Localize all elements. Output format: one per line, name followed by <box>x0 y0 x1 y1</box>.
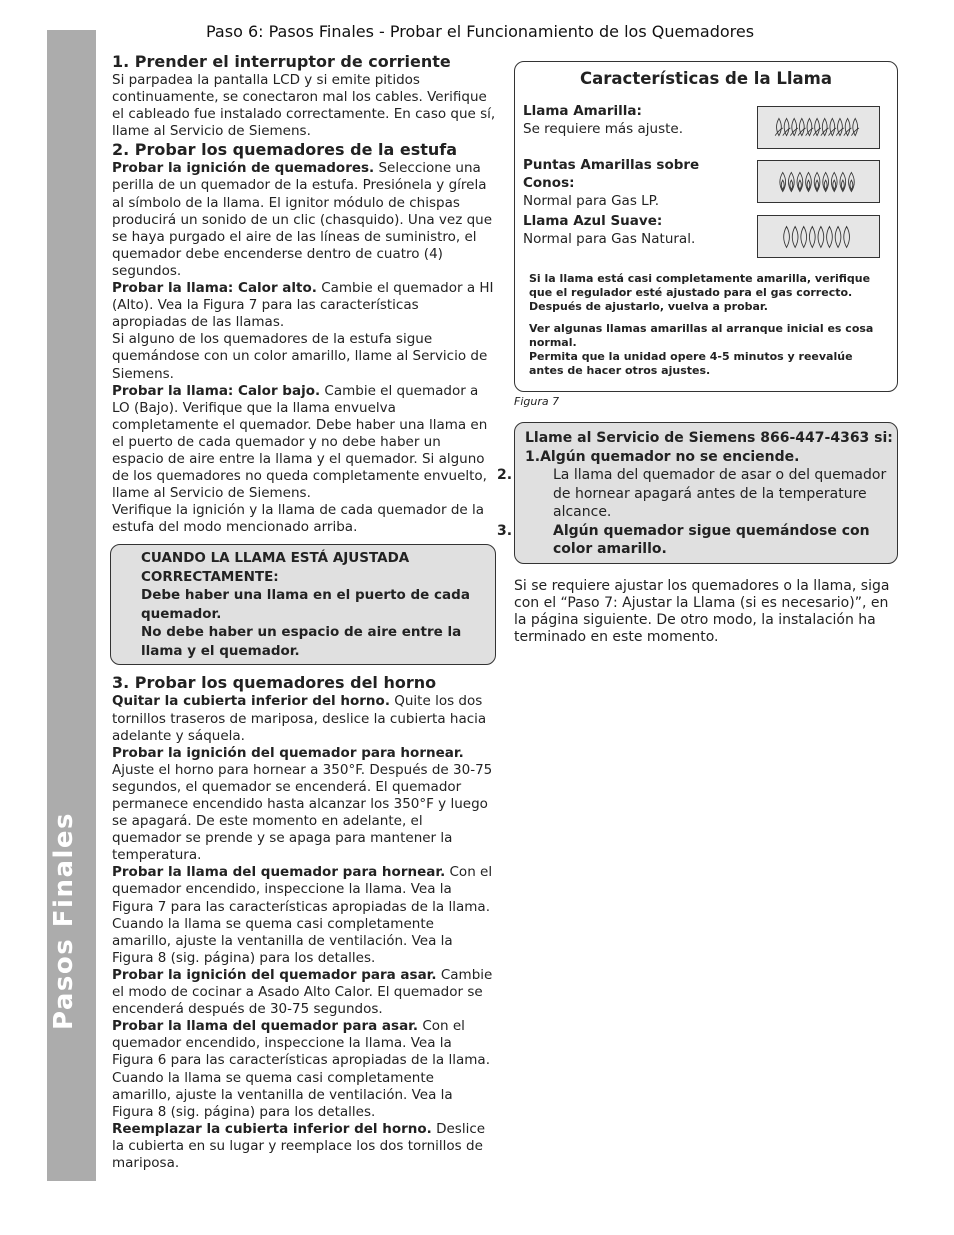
section2-paragraph <box>112 383 496 503</box>
note-line: CUANDO LA LLAMA ESTÁ AJUSTADA CORRECTAMENTE: <box>141 550 410 585</box>
flame-row-desc: Se requiere más ajuste. <box>523 121 684 137</box>
bold-lead: Probar la llama del quemador para hornear. <box>112 864 446 881</box>
call-box-item <box>525 448 893 467</box>
service-call-box <box>497 422 898 564</box>
flame-row <box>523 102 755 138</box>
flame-adjusted-note <box>110 544 496 665</box>
paragraph-text: Ajuste el horno para hornear a 350°F. Después de 30-75 segundos, el quemador se encenderá. El quemador permanece encendido hasta alcanzar los 350°F y luego se apagará. De este momento en adelante, el quemador se prende y se apaga para mantener la temperatura. <box>112 761 493 864</box>
section2-paragraph <box>112 280 496 331</box>
bold-lead: Probar la ignición del quemador para hornear. <box>112 744 464 761</box>
flame-row-desc: Normal para Gas Natural. <box>523 231 696 247</box>
flame-row <box>523 212 755 248</box>
flame-icon <box>758 161 879 202</box>
blue-flame-image <box>757 215 880 258</box>
bold-lead: Quitar la cubierta inferior del horno. <box>112 693 390 710</box>
flame-icon <box>758 107 879 148</box>
flame-note-text: Si la llama está casi completamente amarilla, verifique que el regulador esté ajustado para el gas correcto. Después de ajustarlo, vuelva a probar. <box>529 272 871 313</box>
section3-paragraph <box>112 745 496 865</box>
note-line: Debe haber una llama en el puerto de cada quemador. <box>141 587 470 622</box>
yellow-tip-flame-image <box>757 160 880 203</box>
closing-paragraph: Si se requiere ajustar los quemadores o la llama, siga con el “Paso 7: Ajustar la Llama (si es necesario)”, en la página siguiente. De otro modo, la instalación ha terminado en este momento. <box>514 578 890 645</box>
item-text: Algún quemador no se enciende. <box>540 448 800 465</box>
flame-row-desc: Normal para Gas LP. <box>523 193 660 209</box>
yellow-flame-image <box>757 106 880 149</box>
item-number: 2. <box>497 467 513 483</box>
note-line: No debe haber un espacio de aire entre la llama y el quemador. <box>141 624 462 659</box>
bold-lead: Probar la llama: Calor alto. <box>112 280 317 297</box>
call-box-item <box>497 522 893 559</box>
section2-paragraph: Si alguno de los quemadores de la estufa sigue quemándose con un color amarillo, llame al Servicio de Siemens. <box>112 331 488 382</box>
section1-heading: 1. Prender el interruptor de corriente <box>112 52 451 71</box>
flame-note-text: Permita que la unidad opere 4-5 minutos y reevalúe antes de hacer otros ajustes. <box>529 350 853 377</box>
item-number: 1. <box>525 448 541 465</box>
item-number: 3. <box>497 522 513 539</box>
paragraph-text: Cambie el modo de cocinar a Asado Alto Calor. El quemador se encenderá después de 30-75 segundos. <box>112 966 493 1018</box>
flame-note-text: Ver algunas llamas amarillas al arranque inicial es cosa normal. <box>529 322 874 349</box>
section3-heading: 3. Probar los quemadores del horno <box>112 673 437 693</box>
section1-body: Si parpadea la pantalla LCD y si emite pitidos continuamente, se conectaron mal los cables. Verifique el cableado fue instalado correctamente. En caso que sí, llame al Servicio de Siemens. <box>112 72 496 140</box>
flame-characteristics-box <box>514 61 898 392</box>
flame-row <box>523 156 755 210</box>
call-box-item <box>497 466 893 522</box>
paragraph-text: Con el quemador encendido, inspeccione la llama. Vea la Figura 7 para las características apropiadas de la llama. Cuando la llama se quema casi completamente amarillo, ajuste la ventanilla de ventilación. Vea la Figura 8 (sig. página) para los detalles. <box>112 864 493 966</box>
bold-lead: Probar la llama del quemador para asar. <box>112 1018 419 1035</box>
bold-lead: Probar la llama: Calor bajo. <box>112 382 321 399</box>
section2-heading: 2. Probar los quemadores de la estufa <box>112 140 458 160</box>
section3-paragraph <box>112 1121 496 1172</box>
section3-paragraph <box>112 967 496 1018</box>
section3-paragraph <box>112 1018 496 1121</box>
flame-row-label: Llama Azul Suave: <box>523 213 663 229</box>
paragraph-text: Cambie el quemador a LO (Bajo). Verifique que la llama envuelva completamente el quemador. Debe haber una llama en el puerto de cada quemador y no debe haber un espacio de aire entre la llama y el quemador. Si alguno de los quemadores no queda completamente envuelto, llame al Servicio de Siemens. <box>112 382 488 502</box>
section3-paragraph <box>112 864 496 967</box>
bold-lead: Probar la ignición del quemador para asar. <box>112 966 437 983</box>
flame-box-note <box>529 272 885 386</box>
paragraph-text: Cambie el quemador a HI (Alto). Vea la Figura 7 para las características apropiadas de las llamas. <box>112 280 494 331</box>
paragraph-text: Seleccione una perilla de un quemador de la estufa. Presiónela y gírela al símbolo de la llama. El ignitor módulo de chispas producirá un sonido de un clic (chasquido). Una vez que se haya purgado el aire de las líneas de suministro, el quemador debe encenderse dentro de cuatro (4) segundos. <box>112 160 493 279</box>
bold-lead: Probar la ignición de quemadores. <box>112 160 375 177</box>
bold-lead: Reemplazar la cubierta inferior del horno. <box>112 1120 432 1137</box>
flame-box-title: Características de la Llama <box>580 69 832 88</box>
page-title: Paso 6: Pasos Finales - Probar el Funcionamiento de los Quemadores <box>206 22 755 41</box>
paragraph-text: Quite los dos tornillos traseros de mariposa, deslice la cubierta hacia adelante y sáquela. <box>112 693 487 744</box>
flame-row-label: Puntas Amarillas sobre Conos: <box>523 157 700 191</box>
left-column <box>112 52 496 1172</box>
paragraph-text: Deslice la cubierta en su lugar y reemplace los dos tornillos de mariposa. <box>112 1120 486 1171</box>
paragraph-text: Con el quemador encendido, inspeccione la llama. Vea la Figura 6 para las características apropiadas de la llama. Cuando la llama se quema casi completamente amarillo, ajuste la ventanilla de ventilación. Vea la Figura 8 (sig. página) para los detalles. <box>112 1018 490 1120</box>
item-text: La llama del quemador de asar o del quemador de hornear apagará antes de la temperature alcance. <box>553 467 887 520</box>
section2-paragraph: Verifique la ignición y la llama de cada quemador de la estufa del modo mencionado arriba. <box>112 502 485 536</box>
call-box-title: Llame al Servicio de Siemens 866-447-4363 si: <box>525 430 893 446</box>
section2-paragraph <box>112 160 496 280</box>
item-text: Algún quemador sigue quemándose con color amarillo. <box>553 522 870 557</box>
section3-paragraph <box>112 693 496 744</box>
flame-row-label: Llama Amarilla: <box>523 103 642 119</box>
flame-icon <box>758 216 879 257</box>
figure-caption: Figura 7 <box>514 395 560 408</box>
sidebar-label: Pasos Finales <box>49 811 79 1030</box>
